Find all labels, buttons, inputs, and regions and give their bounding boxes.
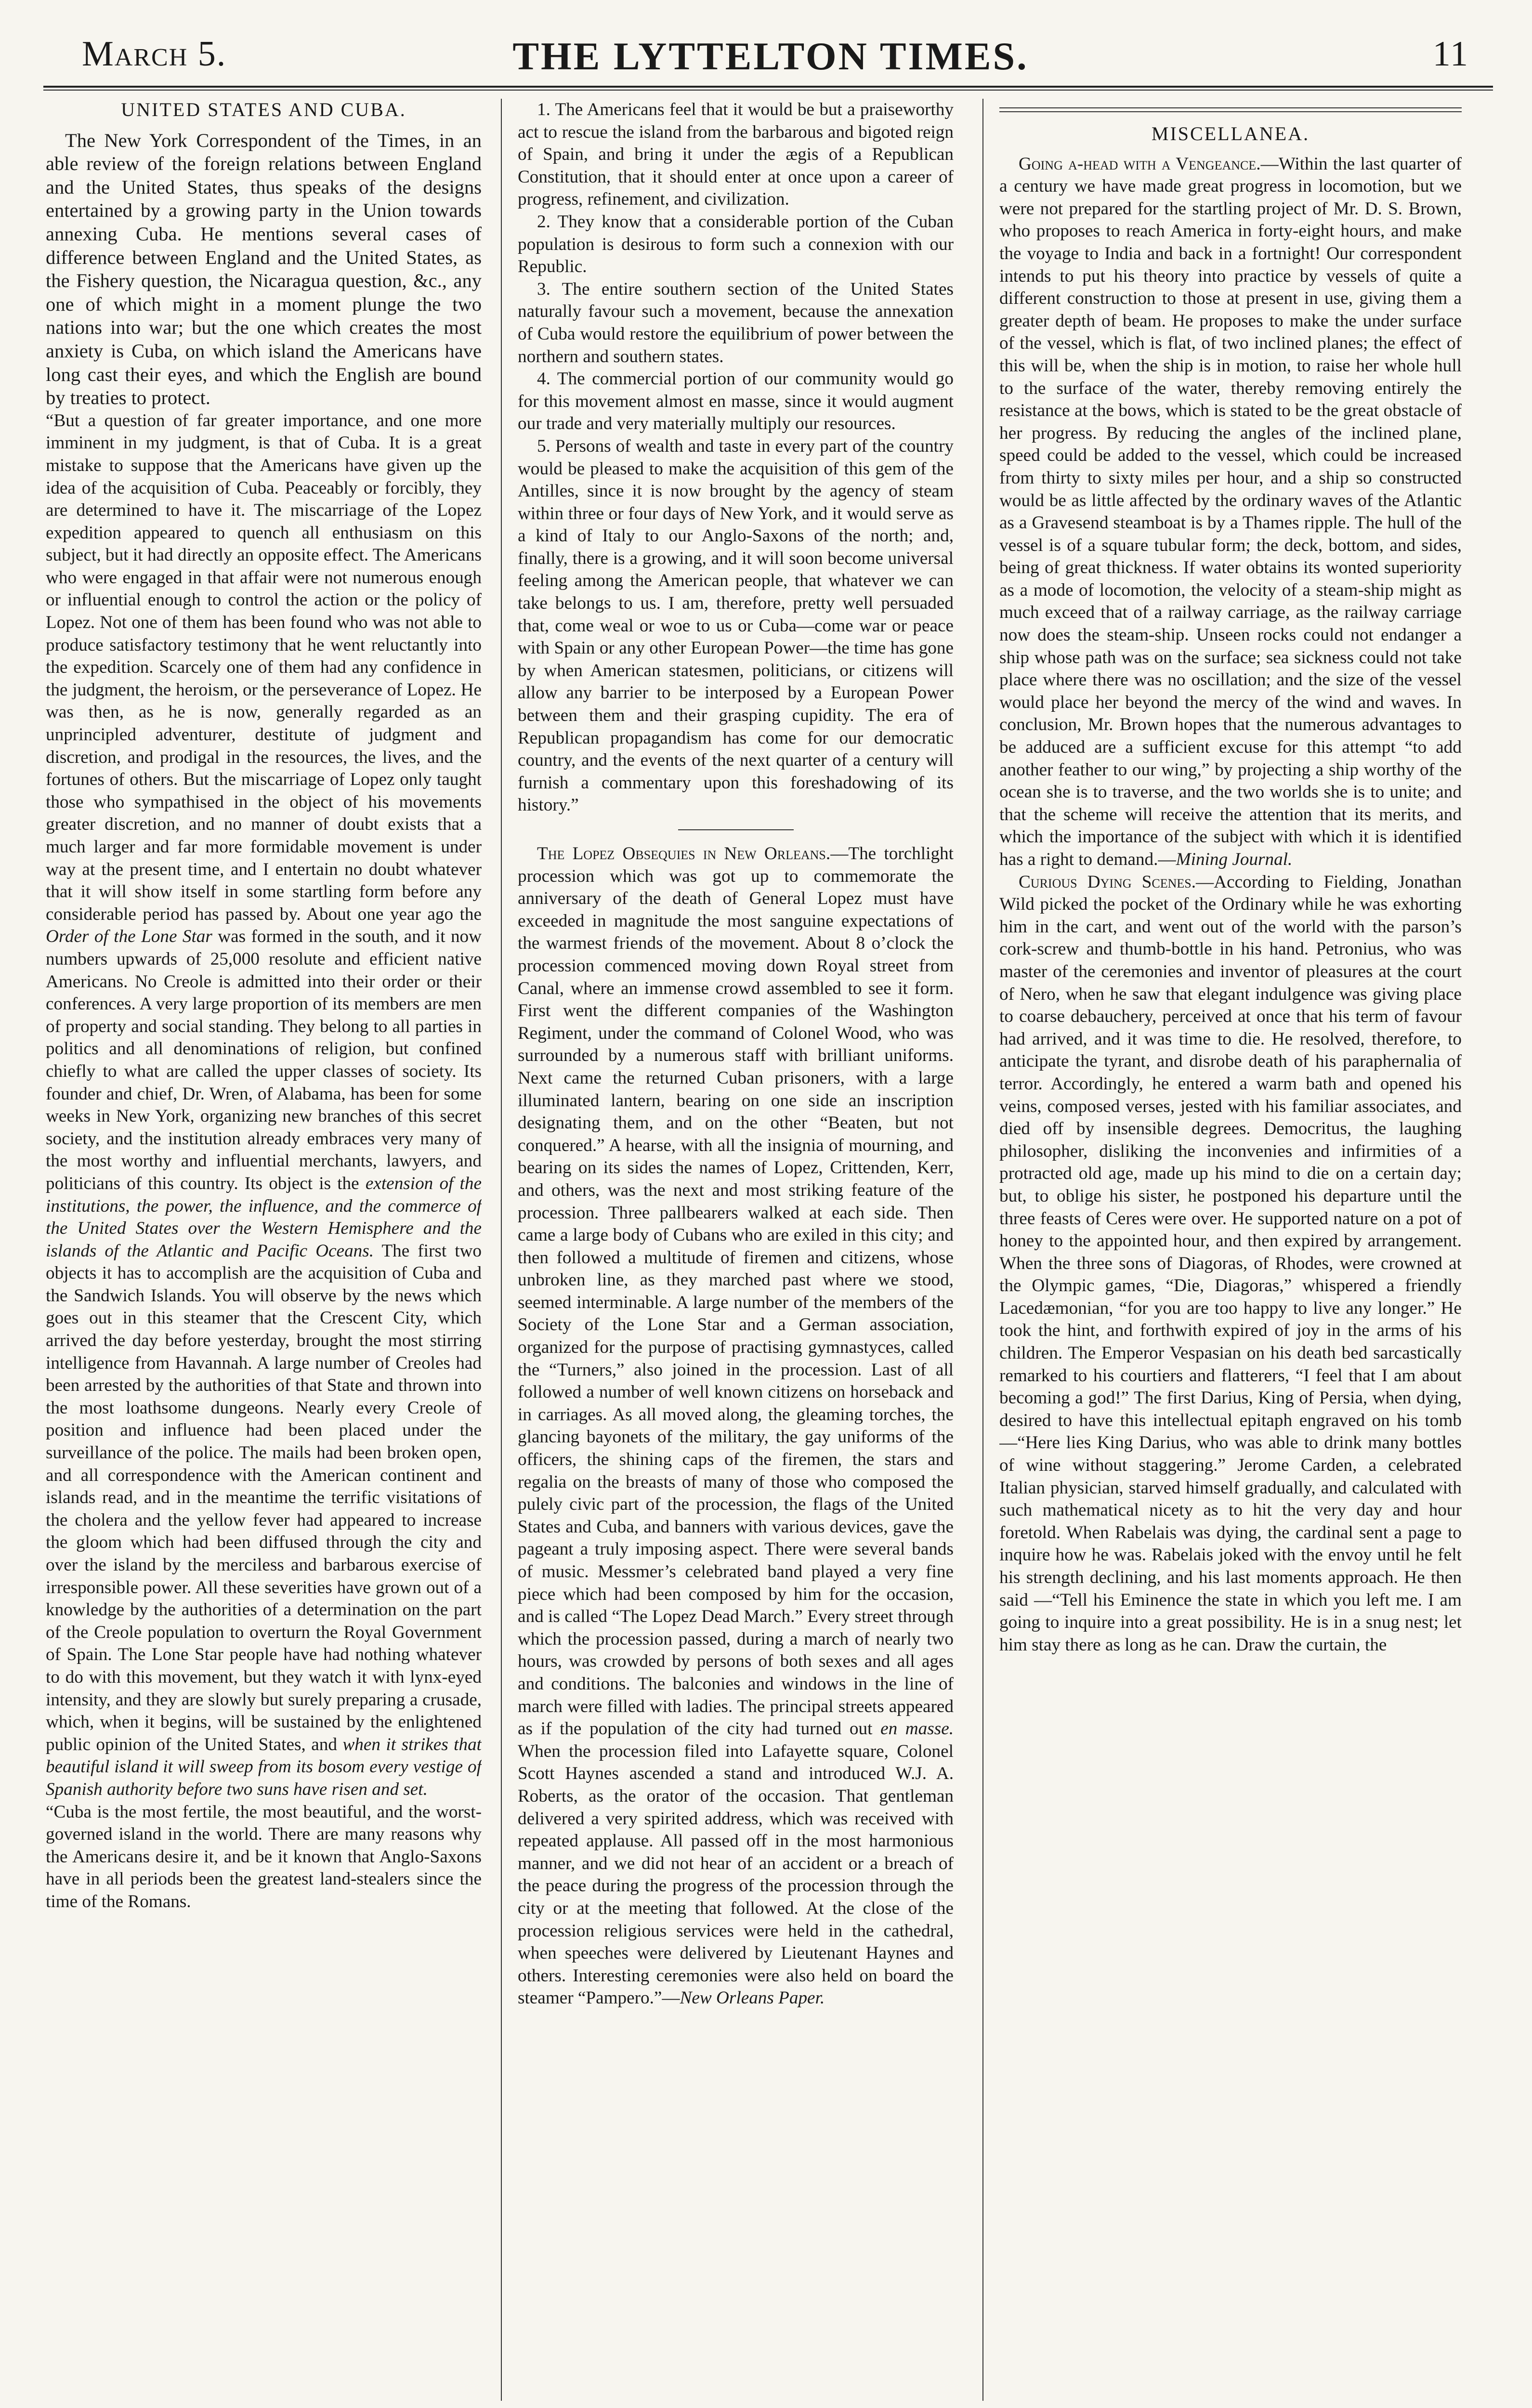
- reason-item: 5. Persons of wealth and taste in every part of the country would be pleased to make the acquisition of this gem of the Antilles, since it is now brought by the agency of steam within three or four days of New York, and it would serve as a kind of Italy to our Anglo-Saxons of the north; and, finally, there is a growing, and it will soon become universal feeling among the American people, that whatever we can take belongs to us. I am, therefore, pretty well persuaded that, come weal or woe to us or Cuba—come war or peace with Spain or any other European Power—the time has gone by when American statesmen, politicians, or citizens will allow any barrier to be interposed by a European Power between them and their grasping cupidity. The era of Republican propagandism has come for our democratic country, and the events of the next quarter of a century will furnish a commentary upon this foreshadowing of its history.”: [518, 436, 954, 815]
- column-divider-1: [501, 99, 502, 2401]
- column-3: [999, 99, 1462, 2401]
- masthead-rule: [43, 86, 1493, 88]
- article-heading-us-cuba: UNITED STATES AND CUBA.: [121, 99, 406, 120]
- article-separator: [678, 829, 794, 830]
- article-quote: [46, 410, 482, 1913]
- lopez-obsequies-article: The Lopez Obsequies in New Orleans.—The torchlight procession which was got up to commemorate the anniversary of the death of General Lopez must have exceeded in magnitude the most sanguine expectations of the warmest friends of the movement. About 8 o’clock the procession commenced moving down Royal street from Canal, where an immense crowd assembled to see it form. First went the different companies of the Washington Regiment, under the command of Colonel Wood, who was surrounded by a numerous staff with brilliant uniforms. Next came the returned Cuban prisoners, with a large illuminated lantern, bearing on one side an inscription designating them, and on the other “Beaten, but not conquered.” A hearse, with all the insignia of mourning, and bearing on its sides the names of Lopez, Crittenden, Kerr, and others, was the next and most striking feature of the procession. Three pallbearers walked at each side. Then came a large body of Cubans who are exiled in this city; and then followed a multitude of firemen and citizens, whose unbroken line, as they marched past where we stood, seemed interminable. A large number of the members of the Society of the Lone Star and a German association, organized for the purpose of practising gymnastyces, called the “Turners,” also joined in the procession. Last of all followed a number of well known citizens on horseback and in carriages. As all moved along, the gleaming torches, the glancing bayonets of the military, the gay uniforms of the officers, the shining caps of the firemen, the stars and regalia on the breasts of many of those who composed the pulely civic part of the procession, the flags of the United States and Cuba, and banners with various devices, gave the pageant a truly imposing aspect. There were several bands of music. Messmer’s celebrated band played a very fine piece which had been composed by him for the occasion, and is called “The Lopez Dead March.” Every street through which the procession passed, during a march of nearly two hours, was crowded by persons of both sexes and all ages and conditions. The balconies and windows in the line of march were filled with ladies. The principal streets appeared as if the population of the city had turned out en masse. When the procession filed into Lafayette square, Colonel Scott Haynes ascended a stand and introduced W.J. A. Roberts, as the orator of the occasion. That gentleman delivered a very spirited address, which was received with repeated applause. All passed off in the most harmonious manner, and we did not hear of an accident or a breach of the peace during the progress of the procession through the city or at the meeting that followed. At the close of the procession religious services were held in the cathedral, when speeches were delivered by Lieutenant Haynes and others. Interesting ceremonies were also held on board the steamer “Pampero.”—New Orleans Paper.: [518, 844, 954, 2008]
- reasons-list: [518, 99, 954, 817]
- article-intro: The New York Correspondent of the Times, in an able review of the foreign relations between England and the United States, thus speaks of the designs entertained by a growing party in the Union towards annexing Cuba. He mentions several cases of difference between England and the United States, as the Fishery question, the Nicaragua question, &c., any one of which might in a moment plunge the two nations into war; but the one which creates the most anxiety is Cuba, on which island the Americans have long cast their eyes, and which the English are bound by treaties to protect.: [46, 129, 482, 409]
- reason-item: 4. The commercial portion of our community would go for this movement almost en masse, since it would augment our trade and very materially multiply our resources.: [518, 369, 954, 434]
- issue-date: March 5.: [82, 34, 227, 74]
- newspaper-title: THE LYTTELTON TIMES.: [512, 34, 1029, 78]
- reason-item: 3. The entire southern section of the United States naturally favour such a movement, because the annexation of Cuba would restore the equilibrium of power between the northern and southern states.: [518, 279, 954, 366]
- quote-paragraph-1: “But a question of far greater importance, and one more imminent in my judgment, is that of Cuba. It is a great mistake to suppose that the Americans have given up the idea of the acquisition of Cuba. Peaceably or forcibly, they are determined to have it. The miscarriage of the Lopez expedition appeared to quench all enthusiasm on this subject, but it had directly an opposite effect. The Americans who were engaged in that affair were not numerous enough or influential enough to control the action or the policy of Lopez. Not one of them has been found who was not able to produce satisfactory testimony that he went reluctantly into the expedition. Scarcely one of them had any confidence in the judgment, the heroism, or the perseverance of Lopez. He was then, as he is now, generally regarded as an unprincipled adventurer, destitute of judgment and discretion, and prodigal in the resources, the lives, and the fortunes of others. But the miscarriage of Lopez only taught those who sympathised in the object of his movements greater discretion, and no manner of doubt exists that a much larger and far more formidable movement is under way at the present time, and I entertain no doubt whatever that it will show itself in some startling form before any considerable period has passed by. About one year ago the Order of the Lone Star was formed in the south, and it now numbers upwards of 25,000 resolute and efficient native Americans. No Creole is admitted into their order or their conferences. A very large proportion of its members are men of property and social standing. They belong to all parties in politics and all denominations of religion, but confined chiefly to what are called the upper classes of society. Its founder and chief, Dr. Wren, of Alabama, has been for some weeks in New York, organizing new branches of this secret society, and the institution already embraces very many of the most worthy and influential merchants, lawyers, and politicians of this country. Its object is the extension of the institutions, the power, the influence, and the commerce of the United States over the Western Hemisphere and the islands of the Atlantic and Pacific Oceans. The first two objects it has to accomplish are the acquisition of Cuba and the Sandwich Islands. You will observe by the news which goes out in this steamer that the Crescent City, which arrived the day before yesterday, brought the most stirring intelligence from Havannah. A large number of Creoles had been arrested by the authorities of that State and thrown into the most loathsome dungeons. Nearly every Creole of position and influence had been placed under the surveillance of the police. The mails had been broken open, and all correspondence with the American continent and islands read, and in the meantime the terrific visitations of the cholera and the yellow fever had appeared to increase the gloom which had been diffused through the city and over the island by the merciless and barbarous exercise of irresponsible power. All these severities have grown out of a knowledge by the authorities of a determination on the part of the Creole population to overturn the Royal Government of Spain. The Lone Star people have had nothing whatever to do with this movement, but they watch it with lynx-eyed intensity, and they are slowly but surely preparing a crusade, which, when it begins, will be sustained by the enlightened public opinion of the United States, and when it strikes that beautiful island it will sweep from its bosom every vestige of Spanish authority before two suns have risen and set.: [46, 410, 482, 1799]
- reason-item: 1. The Americans feel that it would be but a praiseworthy act to rescue the island from the barbarous and bigoted reign of Spain, and bring it under the ægis of a Republican Constitution, that it should enter at once upon a career of progress, refinement, and civilization.: [518, 100, 954, 209]
- misc-item-dying-scenes: Curious Dying Scenes.—According to Fielding, Jonathan Wild picked the pocket of the Ordinary while he was exhorting him in the cart, and went out of the world with the parson’s cork-screw and thumb-bottle in his hand. Petronius, who was master of the ceremonies and inventor of pleasures at the court of Nero, when he saw that elegant indulgence was giving place to coarse debauchery, perceived at once that his term of favour had arrived, and it was time to die. He resolved, therefore, to anticipate the tyrant, and disrobe death of his paraphernalia of terror. Accordingly, he entered a warm bath and opened his veins, composed verses, jested with his familiar associates, and died off by insensible degrees. Democritus, the laughing philosopher, disliking the inconvenies and infirmities of a protracted old age, made up his mind to die on a certain day; but, to oblige his sister, he postponed his departure until the three feasts of Ceres were over. He supported nature on a pot of honey to the appointed hour, and then expired by arrangement. When the three sons of Diagoras, of Rhodes, were crowned at the Olympic games, “Die, Diagoras,” whispered a friendly Lacedæmonian, “for you are too happy to live any longer.” He took the hint, and forthwith expired of joy in the arms of his children. The Emperor Vespasian on his death bed sarcastically remarked to his courtiers and flatterers, “I feel that I am about becoming a god!” The first Darius, King of Persia, when dying, desired to have this intellectual epitaph engraved on his tomb—“Here lies King Darius, who was able to drink many bottles of wine without staggering.” Jerome Carden, a celebrated Italian physician, starved himself gradually, and calculated with such mathematical nicety as to hit the very day and hour foretold. When Rabelais was dying, the cardinal sent a page to inquire how he was. Rabelais joked with the envoy until he felt his strength declining, and his last moments approach. He then said —“Tell his Eminence the state in which you left me. I am going to inquire into a great possibility. He is in a snug nest; let him stay there as long as he can. Draw the curtain, the: [999, 872, 1462, 1655]
- section-separator: [999, 107, 1462, 112]
- quote-paragraph-2: “Cuba is the most fertile, the most beautiful, and the worst-governed island in the world. There are many reasons why the Americans desire it, and be it known that Anglo-Saxons have in all periods been the greatest land-stealers since the time of the Romans.: [46, 1802, 482, 1911]
- masthead: [72, 29, 1469, 87]
- masthead-rule-thin: [43, 90, 1493, 91]
- article-heading-lopez: The Lopez Obsequies in New Orleans.: [537, 844, 831, 864]
- column-1: [46, 99, 482, 2401]
- section-heading-miscellanea: MISCELLANEA.: [1151, 123, 1310, 144]
- column-2: [518, 99, 954, 2401]
- misc-item-going-ahead: Going a-head with a Vengeance.—Within the last quarter of a century we have made great progress in locomotion, but we were not prepared for the startling project of Mr. D. S. Brown, who proposes to reach America in forty-eight hours, and make the voyage to India and back in a fortnight! Our correspondent intends to put his theory into practice by vessels of quite a different construction to those at present in use, giving them a greater depth of beam. He proposes to make the under surface of the vessel, which is flat, of two inclined planes; the effect of this will be, when the ship is in motion, to raise her whole hull to the surface of the water, thereby removing entirely the resistance at the bows, which is stated to be the great obstacle of her progress. By reducing the angles of the inclined plane, speed could be added to the vessel, which could be increased from thirty to sixty miles per hour, and a ship so constructed would be as little affected by the ordinary waves of the Atlantic as a Gravesend steamboat is by a Thames ripple. The hull of the vessel is of a square tubular form; the deck, bottom, and sides, being of great thickness. If water obtains its wonted superiority as a mode of locomotion, the velocity of a steam-ship might as much exceed that of a railway carriage, as the railway carriage now does the steam-ship. Unseen rocks could not endanger a ship whose path was on the surface; sea sickness could not take place where there was no oscillation; and the size of the vessel would place her beyond the mercy of the wind and waves. In conclusion, Mr. Brown hopes that the numerous advantages to be adduced are a sufficient excuse for this attempt “to add another feather to our wing,” by projecting a ship worthy of the ocean she is to traverse, and the two worlds she is to unite; and that the scheme will receive the attention that its merits, and which the importance of the subject with which it is identified has a right to demand.—Mining Journal.: [999, 154, 1462, 869]
- article-source: New Orleans Paper.: [680, 1988, 825, 2008]
- column-divider-2: [982, 99, 983, 2401]
- reason-item: 2. They know that a considerable portion of the Cuban population is desirous to form such a connexion with our Republic.: [518, 211, 954, 277]
- page-number: 11: [1432, 34, 1469, 74]
